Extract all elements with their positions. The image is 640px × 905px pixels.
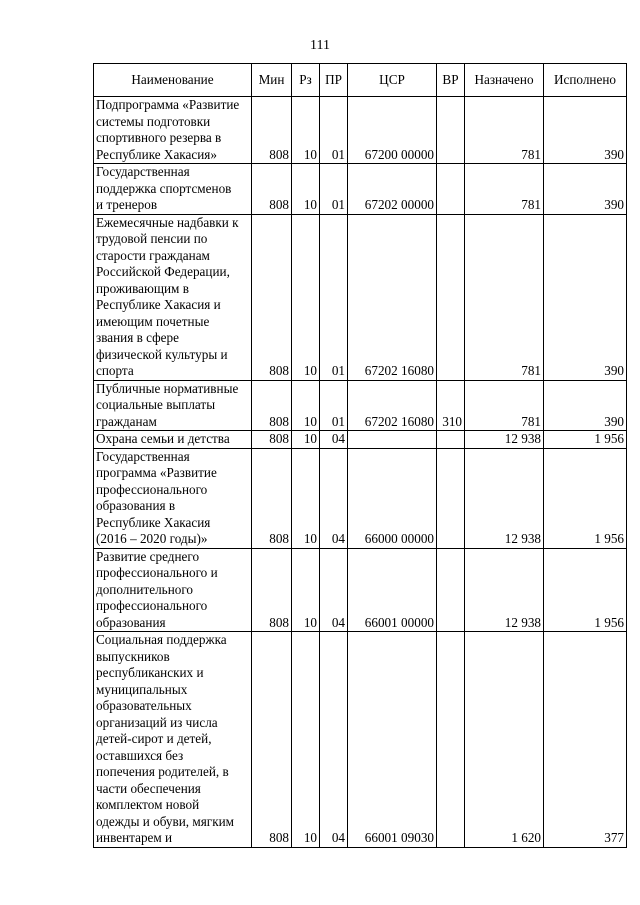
table-row: [94, 431, 627, 449]
cell-name: [94, 97, 252, 164]
cell-name-line: профессионального и: [96, 565, 218, 580]
cell-name-line: поддержка спортсменов: [96, 180, 232, 196]
cell-name-line: системы подготовки: [96, 113, 211, 129]
cell-vr: [437, 164, 465, 215]
table-header-row: [94, 64, 627, 97]
cell-name-line: программа «Развитие: [96, 465, 217, 480]
cell-rz: 10: [292, 214, 320, 380]
cell-name-line: спортивного резерва в: [96, 130, 222, 145]
cell-assigned: 781: [465, 214, 544, 380]
cell-name-line: профессионального: [96, 481, 208, 497]
cell-name-line: образования: [96, 614, 166, 630]
cell-pr: 01: [320, 380, 348, 431]
cell-name-line: организаций из числа: [96, 714, 218, 730]
cell-name-line: выпускников: [96, 648, 170, 664]
header-executed: Исполнено: [544, 64, 627, 97]
cell-name-line: проживающим в: [96, 280, 189, 296]
cell-min: 808: [252, 214, 292, 380]
cell-executed: 390: [544, 97, 627, 164]
cell-rz: 10: [292, 632, 320, 848]
cell-csr: 67202 16080: [348, 214, 437, 380]
table-row: [94, 632, 627, 848]
cell-name-line: Российской Федерации,: [96, 264, 230, 279]
cell-name-line: имеющим почетные: [96, 313, 210, 329]
cell-name-line: Республике Хакасия: [96, 514, 211, 530]
cell-min: 808: [252, 164, 292, 215]
cell-csr: 67202 00000: [348, 164, 437, 215]
cell-name-line: муниципальных: [96, 681, 188, 697]
cell-name-line: трудовой пенсии по: [96, 231, 208, 246]
cell-assigned: 1 620: [465, 632, 544, 848]
cell-name-line: спорта: [96, 363, 134, 378]
cell-assigned: 12 938: [465, 448, 544, 548]
header-vr: ВР: [437, 64, 465, 97]
cell-csr: 67202 16080: [348, 380, 437, 431]
cell-name: [94, 164, 252, 215]
cell-name-line: оставшихся без: [96, 747, 184, 763]
cell-name-line: Ежемесячные надбавки к: [96, 214, 239, 230]
cell-assigned: 781: [465, 164, 544, 215]
cell-executed: 1 956: [544, 548, 627, 632]
cell-executed: 1 956: [544, 448, 627, 548]
cell-rz: 10: [292, 548, 320, 632]
cell-name-line: Республике Хакасия и: [96, 297, 221, 312]
cell-csr: 66001 00000: [348, 548, 437, 632]
cell-name: [94, 448, 252, 548]
table-row: [94, 97, 627, 164]
cell-name: [94, 431, 252, 449]
cell-pr: 04: [320, 632, 348, 848]
cell-vr: 310: [437, 380, 465, 431]
header-name: Наименование: [94, 64, 252, 97]
cell-executed: 390: [544, 214, 627, 380]
cell-rz: 10: [292, 431, 320, 449]
cell-executed: 390: [544, 164, 627, 215]
table-row: [94, 164, 627, 215]
cell-name-line: инвентарем и: [96, 830, 173, 845]
cell-csr: 66001 09030: [348, 632, 437, 848]
cell-name-line: Публичные нормативные: [96, 380, 239, 396]
cell-vr: [437, 431, 465, 449]
cell-rz: 10: [292, 97, 320, 164]
cell-rz: 10: [292, 448, 320, 548]
table-row: [94, 214, 627, 380]
cell-vr: [437, 548, 465, 632]
cell-name-line: (2016 – 2020 годы)»: [96, 531, 208, 546]
cell-name-line: социальные выплаты: [96, 397, 216, 412]
cell-name-line: дополнительного: [96, 581, 194, 597]
header-pr: ПР: [320, 64, 348, 97]
header-rz: Рз: [292, 64, 320, 97]
cell-name-line: Охрана семьи и детства: [96, 431, 230, 446]
cell-min: 808: [252, 448, 292, 548]
cell-min: 808: [252, 97, 292, 164]
table-row: [94, 548, 627, 632]
cell-rz: 10: [292, 380, 320, 431]
header-min: Мин: [252, 64, 292, 97]
cell-assigned: 781: [465, 97, 544, 164]
cell-name-line: профессионального: [96, 598, 208, 613]
cell-name-line: старости гражданам: [96, 247, 210, 263]
cell-name-line: Развитие среднего: [96, 548, 200, 564]
cell-name-line: Государственная: [96, 448, 190, 464]
header-csr: ЦСР: [348, 64, 437, 97]
cell-vr: [437, 97, 465, 164]
cell-name-line: образовательных: [96, 698, 192, 713]
cell-name: [94, 380, 252, 431]
cell-executed: 377: [544, 632, 627, 848]
cell-executed: 1 956: [544, 431, 627, 449]
cell-name: [94, 214, 252, 380]
table-body: [94, 64, 627, 848]
cell-pr: 01: [320, 214, 348, 380]
cell-vr: [437, 214, 465, 380]
cell-rz: 10: [292, 164, 320, 215]
cell-pr: 04: [320, 548, 348, 632]
cell-min: 808: [252, 632, 292, 848]
table-row: [94, 380, 627, 431]
cell-name-line: Подпрограмма «Развитие: [96, 97, 240, 112]
cell-csr: 66000 00000: [348, 448, 437, 548]
cell-name-line: Социальная поддержка: [96, 632, 227, 647]
cell-name-line: республиканских и: [96, 665, 204, 680]
cell-assigned: 12 938: [465, 548, 544, 632]
cell-name-line: и тренеров: [96, 197, 158, 212]
cell-assigned: 12 938: [465, 431, 544, 449]
cell-pr: 04: [320, 448, 348, 548]
cell-pr: 01: [320, 164, 348, 215]
cell-vr: [437, 448, 465, 548]
cell-csr: [348, 431, 437, 449]
cell-name-line: звания в сфере: [96, 330, 179, 345]
cell-pr: 04: [320, 431, 348, 449]
budget-table: [93, 63, 627, 848]
cell-name-line: попечения родителей, в: [96, 764, 229, 779]
cell-executed: 390: [544, 380, 627, 431]
cell-name-line: Республике Хакасия»: [96, 146, 217, 162]
cell-csr: 67200 00000: [348, 97, 437, 164]
cell-min: 808: [252, 431, 292, 449]
cell-name-line: образования в: [96, 498, 176, 513]
cell-name-line: гражданам: [96, 413, 157, 429]
cell-name: [94, 548, 252, 632]
header-assigned: Назначено: [465, 64, 544, 97]
cell-name-line: физической культуры и: [96, 346, 228, 362]
cell-name: [94, 632, 252, 848]
cell-name-line: части обеспечения: [96, 780, 201, 796]
cell-pr: 01: [320, 97, 348, 164]
cell-name-line: комплектом новой: [96, 797, 200, 812]
cell-min: 808: [252, 380, 292, 431]
cell-assigned: 781: [465, 380, 544, 431]
cell-name-line: Государственная: [96, 164, 190, 179]
cell-vr: [437, 632, 465, 848]
cell-min: 808: [252, 548, 292, 632]
page-number: 111: [310, 38, 330, 53]
table-row: [94, 448, 627, 548]
cell-name-line: одежды и обуви, мягким: [96, 813, 235, 829]
cell-name-line: детей-сирот и детей,: [96, 731, 212, 746]
